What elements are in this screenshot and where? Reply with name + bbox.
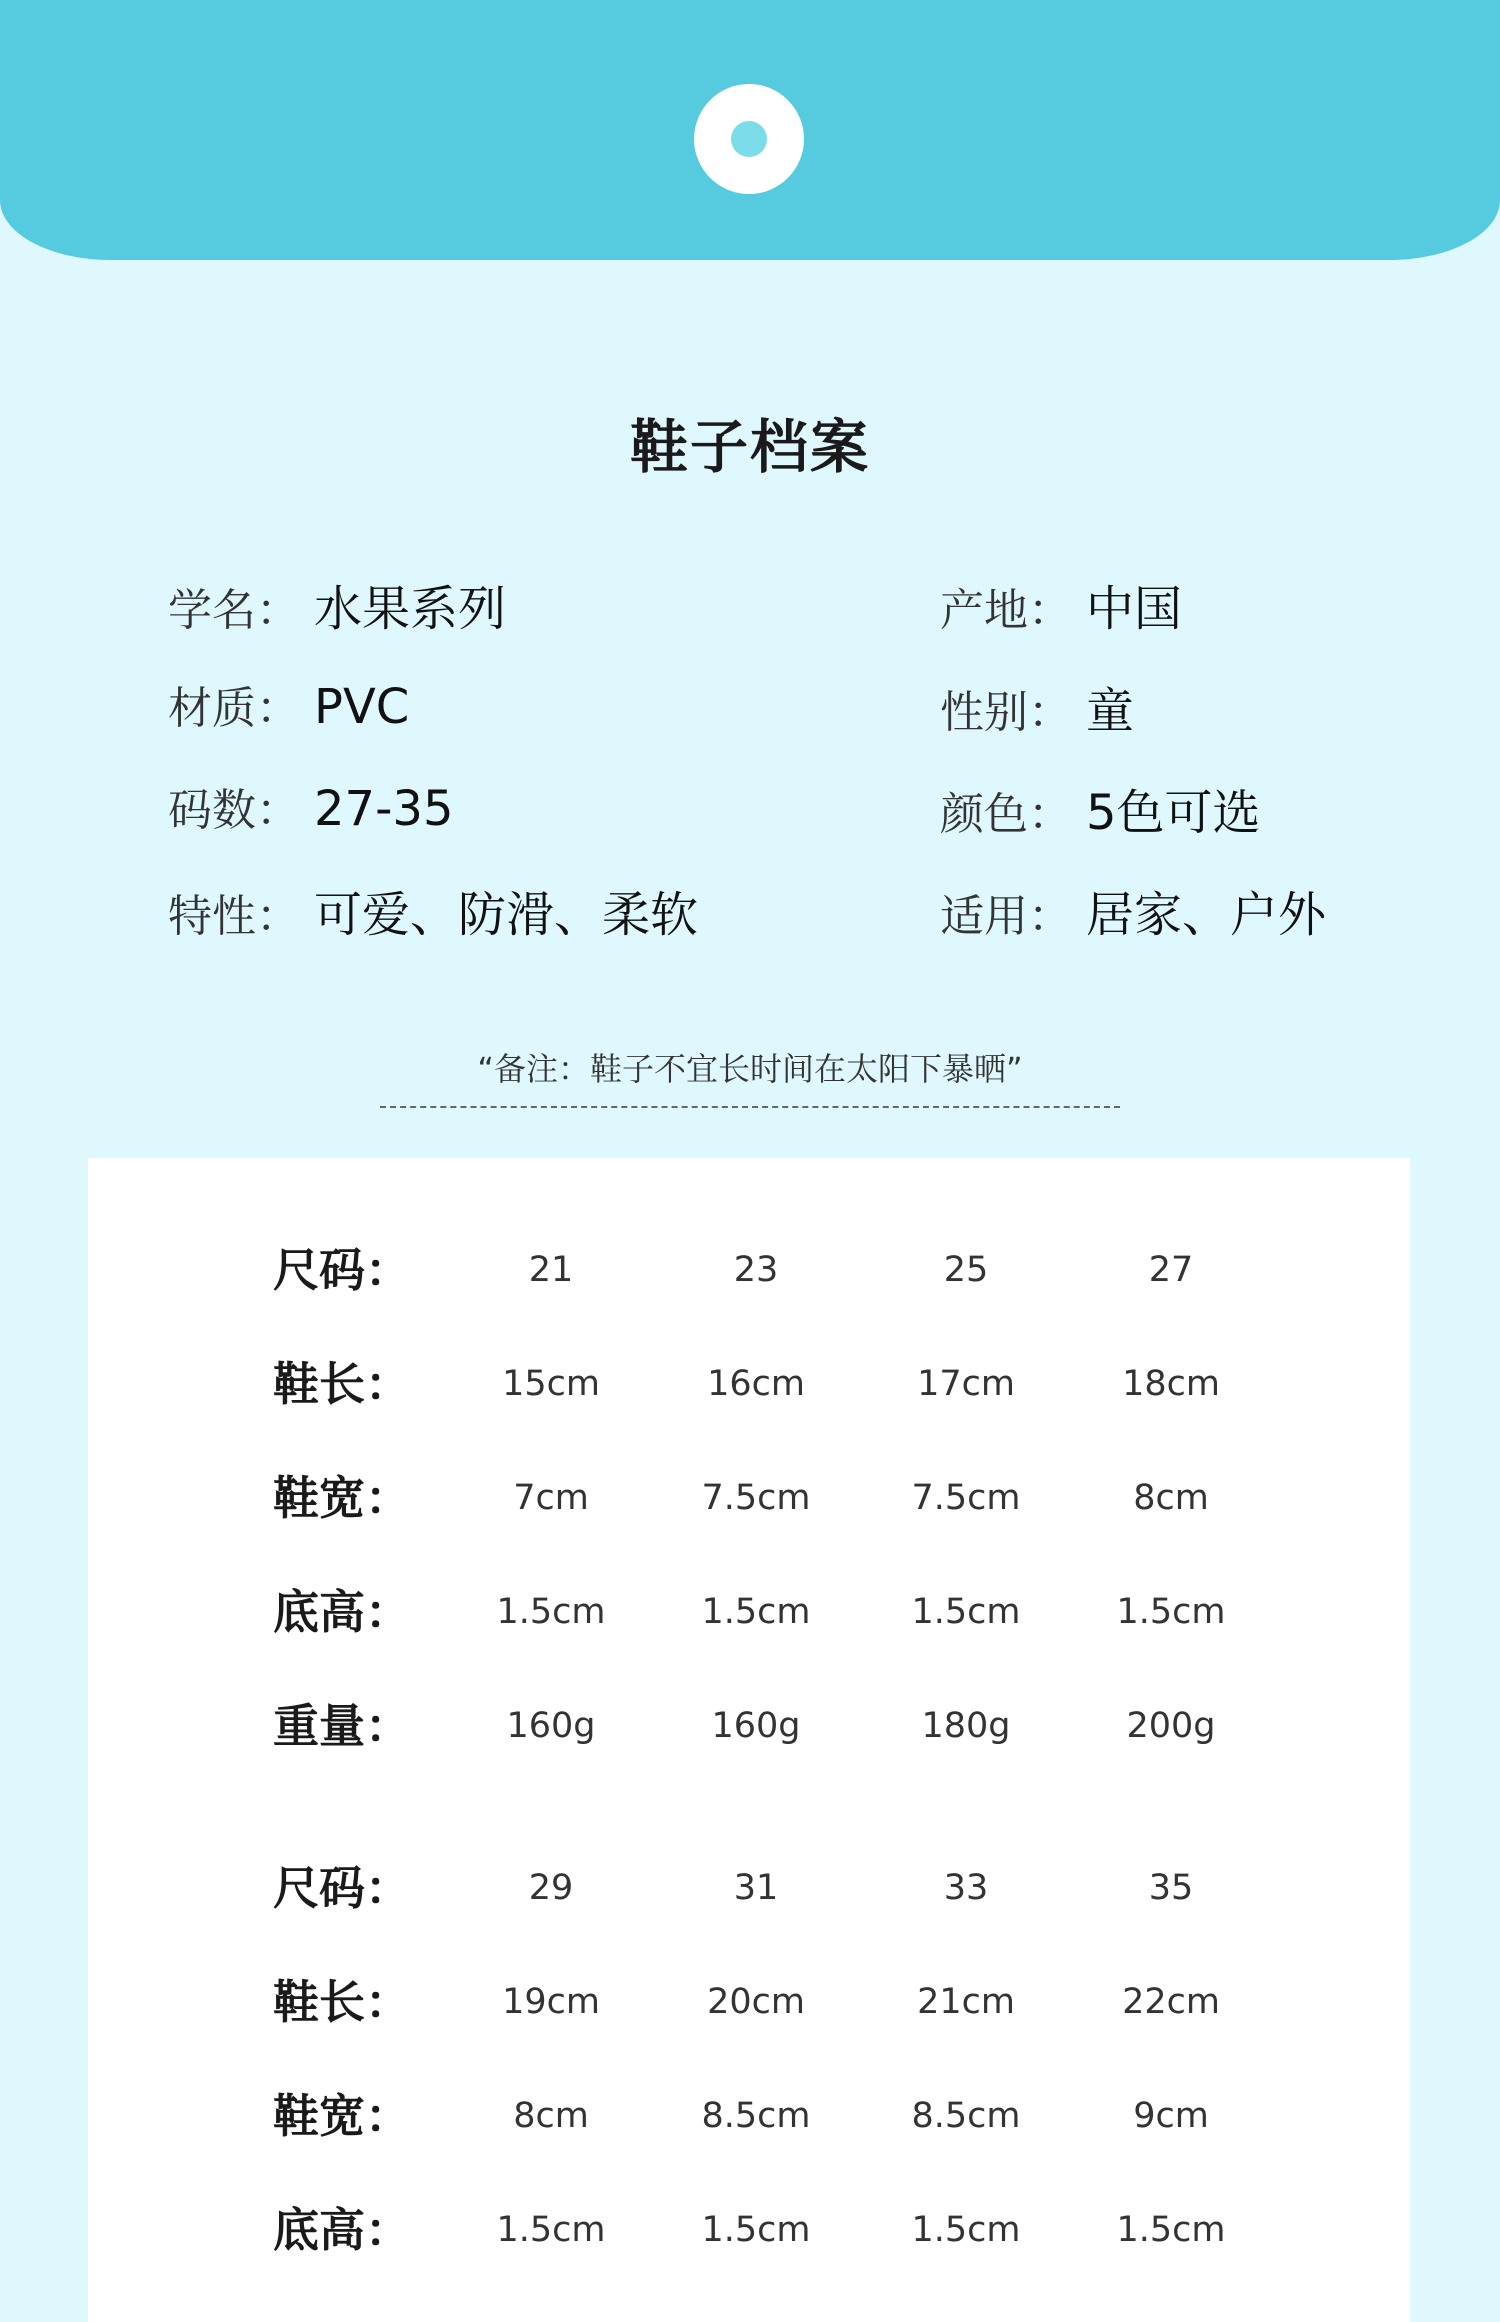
size-row-label: 重量：: [273, 1699, 411, 1753]
size-table-cell: 9cm: [1133, 2096, 1209, 2136]
size-table-cell: 27: [1148, 1250, 1194, 1290]
size-table-cell: 1.5cm: [911, 1592, 1021, 1632]
size-row-label: 尺码：: [273, 1861, 411, 1915]
info-item-features: [168, 876, 698, 946]
info-item-sizes: [168, 774, 453, 844]
size-row-label: 鞋长：: [273, 1975, 411, 2029]
size-table-cell: 35: [1148, 1868, 1194, 1908]
size-table-cell: 8cm: [1133, 1478, 1209, 1518]
info-label: 特性：: [168, 891, 300, 942]
size-table-cell: 1.5cm: [911, 2210, 1021, 2250]
info-label: 性别：: [940, 687, 1072, 738]
hanger-hole-inner: [731, 121, 767, 157]
info-value: 居家、户外: [1086, 887, 1327, 943]
info-label: 材质：: [168, 683, 300, 734]
info-label: 适用：: [940, 891, 1072, 942]
info-item-material: [168, 672, 409, 742]
size-table-row: [88, 2190, 1410, 2270]
size-table-cell: 21: [528, 1250, 574, 1290]
size-table-cell: 23: [733, 1250, 779, 1290]
size-table-cell: 160g: [711, 1706, 801, 1746]
size-table-cell: 7cm: [513, 1478, 589, 1518]
size-table-cell: 7.5cm: [701, 1478, 811, 1518]
size-table-cell: 15cm: [502, 1364, 600, 1404]
info-label: 产地：: [940, 585, 1072, 636]
info-value: 5色可选: [1086, 785, 1261, 841]
size-row-label: 鞋宽：: [273, 1471, 411, 1525]
page-title: 鞋子档案: [629, 413, 870, 481]
size-table-cell: 180g: [921, 1706, 1011, 1746]
info-value: 27-35: [314, 781, 454, 837]
size-table-row: [88, 1848, 1410, 1928]
hanger-hole-icon: [694, 84, 804, 194]
size-row-label: 底高：: [273, 1585, 411, 1639]
size-table-cell: 8.5cm: [701, 2096, 811, 2136]
info-value: PVC: [314, 679, 410, 735]
size-row-label: 尺码：: [273, 1243, 411, 1297]
info-label: 码数：: [168, 785, 300, 836]
size-table-cell: 29: [528, 1868, 574, 1908]
size-table-row: [88, 1572, 1410, 1652]
size-table-cell: 8.5cm: [911, 2096, 1021, 2136]
size-table-cell: 18cm: [1122, 1364, 1220, 1404]
info-value: 水果系列: [314, 581, 507, 637]
size-table-cell: 22cm: [1122, 1982, 1220, 2022]
info-item-origin: [940, 570, 1182, 640]
size-table-row: [88, 1962, 1410, 2042]
info-item-scientific-name: [168, 570, 506, 640]
size-table-cell: 19cm: [502, 1982, 600, 2022]
size-table-row: [88, 1458, 1410, 1538]
info-item-colors: [940, 774, 1261, 844]
size-table-cell: 1.5cm: [1116, 2210, 1226, 2250]
size-table-row: [88, 1686, 1410, 1766]
size-table-row: [88, 1344, 1410, 1424]
info-item-usage: [940, 876, 1326, 946]
info-item-gender: [940, 672, 1134, 742]
size-table-cell: 1.5cm: [496, 2210, 606, 2250]
size-table-cell: 25: [943, 1250, 989, 1290]
size-table-row: [88, 2076, 1410, 2156]
size-row-label: 底高：: [273, 2203, 411, 2257]
size-table-cell: 33: [943, 1868, 989, 1908]
size-table-cell: 20cm: [707, 1982, 805, 2022]
size-table-cell: 1.5cm: [701, 2210, 811, 2250]
size-table-cell: 17cm: [917, 1364, 1015, 1404]
size-table-row: [88, 1230, 1410, 1310]
size-table-cell: 160g: [506, 1706, 596, 1746]
care-note: “备注：鞋子不宜长时间在太阳下暴晒”: [380, 1044, 1120, 1108]
size-row-label: 鞋宽：: [273, 2089, 411, 2143]
size-table-cell: 21cm: [917, 1982, 1015, 2022]
info-value: 可爱、防滑、柔软: [314, 887, 699, 943]
size-table-cell: 1.5cm: [496, 1592, 606, 1632]
size-table-cell: 16cm: [707, 1364, 805, 1404]
top-banner: [0, 0, 1500, 260]
size-table-cell: 200g: [1126, 1706, 1216, 1746]
size-table-cell: 1.5cm: [1116, 1592, 1226, 1632]
size-table-cell: 7.5cm: [911, 1478, 1021, 1518]
info-label: 颜色：: [940, 789, 1072, 840]
size-chart-card: [88, 1158, 1410, 2322]
info-value: 中国: [1086, 581, 1183, 637]
size-table-cell: 31: [733, 1868, 779, 1908]
info-value: 童: [1086, 683, 1135, 739]
size-table-cell: 1.5cm: [701, 1592, 811, 1632]
info-label: 学名：: [168, 585, 300, 636]
size-row-label: 鞋长：: [273, 1357, 411, 1411]
size-table-cell: 8cm: [513, 2096, 589, 2136]
